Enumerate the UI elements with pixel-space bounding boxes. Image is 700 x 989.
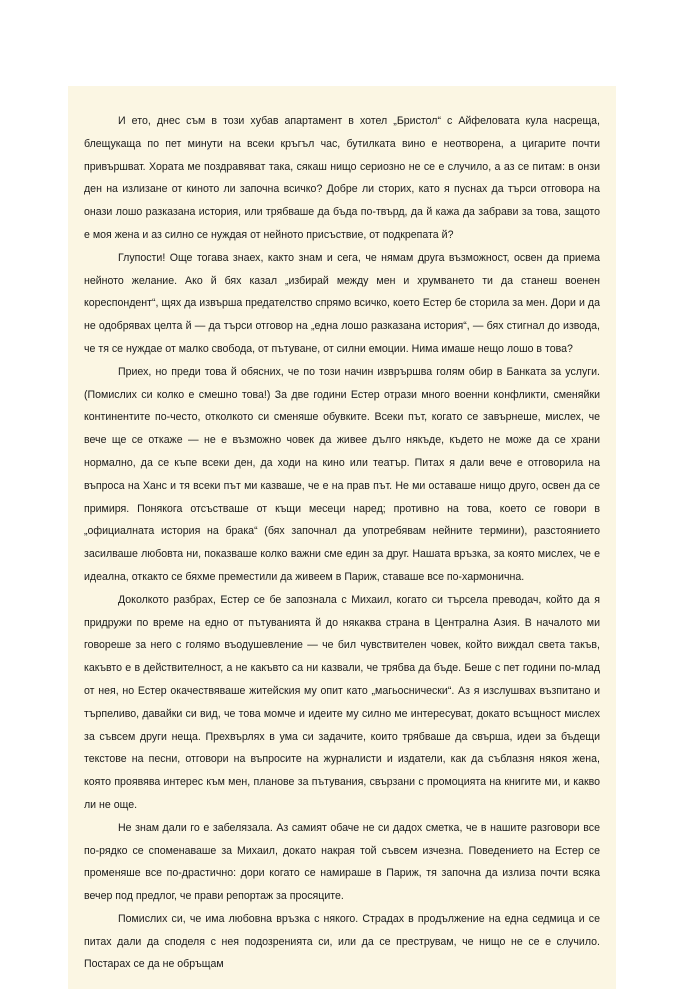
- paragraph: Помислих си, че има любовна връзка с някого. Страдах в продължение на една седмица и се питах дали да споделя с нея подозренията си, или да се преструвам, че нищо не се е случило. Постарах се да не обръщам: [84, 912, 600, 971]
- document-body: [84, 110, 600, 976]
- paragraph: И ето, днес съм в този хубав апартамент в хотел „Бристол“ с Айфеловата кула насреща, блещукаща по пет минути на всеки кръгъл час, бутилката вино е неотворена, а цигарите почти привършват. Хората ме поздравяват така, сякаш нищо сериозно не се е случило, а аз се питам: в онзи ден на излизане от киното ли започна всичко? Добре ли сторих, като я пуснах да търси отговора на онази лошо разказана история, или трябваше да бъда по-твърд, да й кажа да забрави за това, защото е моя жена и аз силно се нуждая от нейното присъствие, от подкрепата й?: [84, 115, 600, 241]
- paragraph: Доколкото разбрах, Естер се бе запознала с Михаил, когато си търсела преводач, който да я придружи по време на едно от пътуванията й до някаква страна в Централна Азия. В началото ми говореше за него с голямо въодушевление — че бил чувствителен човек, който виждал света такъв, какъвто е в действителност, а не какъвто са ни казвали, че трябва да бъде. Беше с пет години по-млад от нея, но Естер окачествяваше житейския му опит като „магьоснически“. Аз я изслушвах възпитано и търпеливо, давайки си вид, че това момче и идеите му силно ме интересуват, докато всъщност мислех за съвсем други неща. Прехвърлях в ума си задачите, които трябваше да свърша, идеи за бъдещи текстове на песни, отговори на въпросите на журналисти и издатели, как да съблазня някоя жена, която проявява интерес към мен, планове за пътувания, свързани с промоцията на книгите ми, и какво ли не още.: [84, 593, 600, 811]
- document-page: [68, 86, 616, 989]
- paragraph: Приех, но преди това й обясних, че по този начин изврършва голям обир в Банката за услуги. (Помислих си колко е смешно това!) За две години Естер отрази много военни конфликти, сменяйки континентите по-често, отколкото си сменяше обувките. Всеки път, когато се завърнеше, мислех, че вече ще се откаже — не е възможно човек да живее дълго някъде, където не може да се храни нормално, да се къпе всеки ден, да ходи на кино или театър. Питах я дали вече е отговорила на въпроса на Ханс и тя всеки път ми казваше, че е на прав път. Не ми оставаше нищо друго, освен да се примиря. Понякога отсъстваше от къщи месеци наред; противно на това, което се говори в „официалната история на брака“ (бях започнал да употребявам нейните термини), разстоянието засилваше любовта ни, показваше колко важни сме един за друг. Нашата връзка, за която мислех, че е идеална, откакто се бяхме преместили да живеем в Париж, ставаше все по-хармонична.: [84, 365, 600, 583]
- paragraph: Глупости! Още тогава знаех, както знам и сега, че нямам друга възможност, освен да приема нейното желание. Ако й бях казал „избирай между мен и хрумването ти да станеш военен кореспондент“, щях да извърша предателство спрямо всичко, което Естер бе сторила за мен. Дори и да не одобрявах целта й — да търси отговор на „една лошо разказана история“, — бях стигнал до извода, че тя се нуждае от малко свобода, от пътуване, от силни емоции. Нима имаше нещо лошо в това?: [84, 251, 600, 355]
- paragraph: Не знам дали го е забелязала. Аз самият обаче не си дадох сметка, че в нашите разговори все по-рядко се споменаваше за Михаил, докато накрая той съвсем изчезна. Поведението на Естер се променяше все по-драстично: дори когато се намираше в Париж, тя започна да излиза почти всяка вечер под предлог, че прави репортаж за просяците.: [84, 821, 600, 903]
